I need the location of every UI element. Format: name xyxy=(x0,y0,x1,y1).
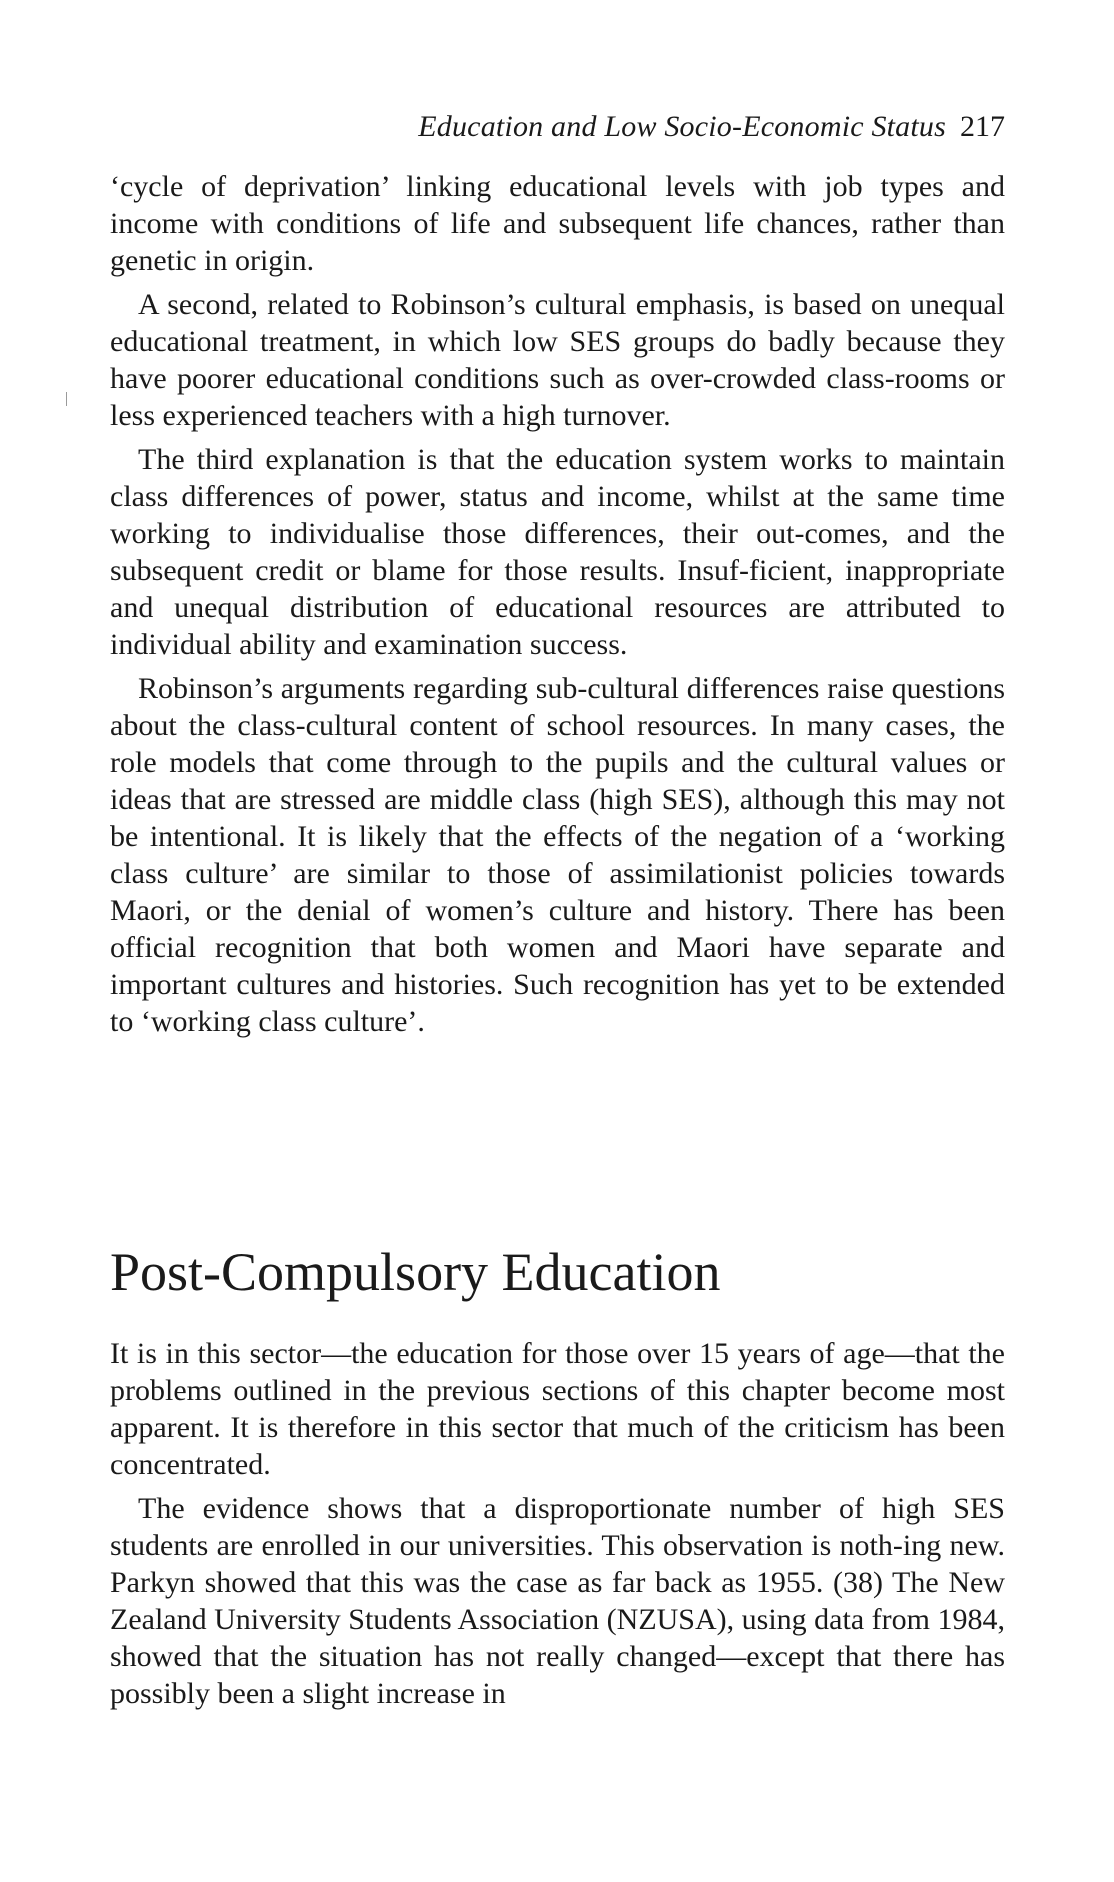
paragraph: It is in this sector—the education for those over 15 years of age—that the problems outlined in the previous sections of this chapter become most apparent. It is therefore in this sector that much of the criticism has been concentrated. xyxy=(110,1337,1005,1481)
running-header xyxy=(110,108,1005,146)
running-title: Education and Low Socio-Economic Status xyxy=(418,110,946,143)
page-number: 217 xyxy=(960,110,1005,143)
paragraph: ‘cycle of deprivation’ linking educational levels with job types and income with conditions of life and subsequent life chances, rather than genetic in origin. xyxy=(110,170,1005,277)
section-body-1 xyxy=(110,168,1005,1047)
section-body-2 xyxy=(110,1335,1005,1719)
paragraph: The third explanation is that the education system works to maintain class differences of power, status and income, whilst at the same time working to individualise those differences, their out-comes, and the subsequent credit or blame for those results. Insuf-ficient, inappropriate and unequal distribution of educational resources are attributed to individual ability and examination success. xyxy=(110,443,1005,661)
section-heading: Post-Compulsory Education xyxy=(110,1242,721,1302)
paragraph: The evidence shows that a disproportionate number of high SES students are enrolled in our universities. This observation is noth-ing new. Parkyn showed that this was the case as far back as 1955. (38) The New Zealand University Students Association (NZUSA), using data from 1984, showed that the situation has not really changed—except that there has possibly been a slight increase in xyxy=(110,1492,1005,1710)
paragraph: A second, related to Robinson’s cultural emphasis, is based on unequal educational treatment, in which low SES groups do badly because they have poorer educational conditions such as over-crowded class-rooms or less experienced teachers with a high turnover. xyxy=(110,288,1005,432)
margin-mark xyxy=(66,392,67,406)
paragraph: Robinson’s arguments regarding sub-cultural differences raise questions about the class-cultural content of school resources. In many cases, the role models that come through to the pupils and the cultural values or ideas that are stressed are middle class (high SES), although this may not be intentional. It is likely that the effects of the negation of a ‘working class culture’ are similar to those of assimilationist policies towards Maori, or the denial of women’s culture and history. There has been official recognition that both women and Maori have separate and important cultures and histories. Such recognition has yet to be extended to ‘working class culture’. xyxy=(110,672,1005,1038)
